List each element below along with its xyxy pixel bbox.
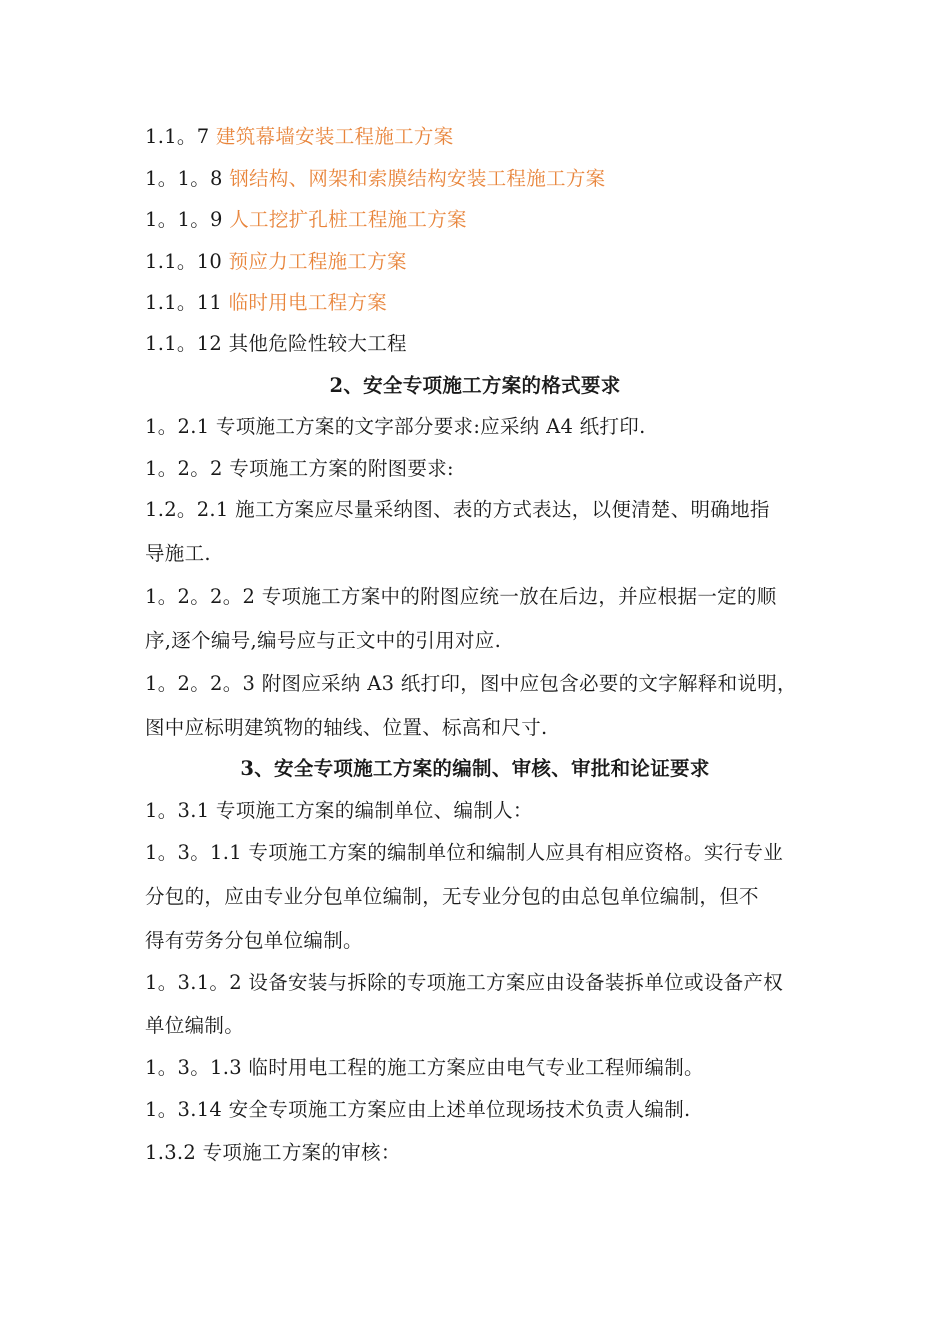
paragraph-line: 1。3.1 专项施工方案的编制单位、编制人： [145,799,533,822]
paragraph-line: 得有劳务分包单位编制。 [145,929,363,952]
paragraph-line: 图中应标明建筑物的轴线、位置、标高和尺寸. [145,716,548,739]
highlighted-title: 人工挖扩孔桩工程施工方案 [229,208,467,231]
section-heading: 3、安全专项施工方案的编制、审核、审批和论证要求 [240,757,710,780]
item-number: 1.1。7 [145,125,216,148]
paragraph-line: 1.2。2.1 施工方案应尽量采纳图、表的方式表达，以便清楚、明确地指 [145,498,770,521]
paragraph-line: 导施工. [145,542,211,565]
paragraph-line: 1。2.1 专项施工方案的文字部分要求:应采纳 A4 纸打印. [145,415,646,438]
list-item [145,290,387,316]
highlighted-title: 钢结构、网架和索膜结构安装工程施工方案 [229,167,606,190]
list-item [145,124,454,150]
paragraph-line: 1。2。2。3 附图应采纳 A3 纸打印，图中应包含必要的文字解释和说明， [145,672,797,695]
list-item: 1.1。12 其他危险性较大工程 [145,332,407,355]
paragraph-line: 1。2。2 专项施工方案的附图要求: [145,457,454,480]
item-number: 1。1。9 [145,208,230,231]
item-number: 1.1。11 [145,291,229,314]
paragraph-line: 1。3.14 安全专项施工方案应由上述单位现场技术负责人编制. [145,1098,691,1121]
item-number: 1。1。8 [145,167,230,190]
paragraph-line: 序,逐个编号,编号应与正文中的引用对应. [145,629,502,652]
highlighted-title: 建筑幕墙安装工程施工方案 [215,125,454,148]
list-item [145,207,467,233]
paragraph-line: 分包的，应由专业分包单位编制，无专业分包的由总包单位编制，但不 [145,885,759,908]
paragraph-line: 1.3.2 专项施工方案的审核： [145,1141,401,1164]
list-item [145,166,605,192]
highlighted-title: 预应力工程施工方案 [228,250,407,273]
paragraph-line: 1。3。1.3 临时用电工程的施工方案应由电气专业工程师编制。 [145,1056,704,1079]
list-item [145,249,407,275]
paragraph-line: 1。2。2。2 专项施工方案中的附图应统一放在后边，并应根据一定的顺 [145,585,777,608]
paragraph-line: 1。3。1.1 专项施工方案的编制单位和编制人应具有相应资格。实行专业 [145,841,784,864]
section-heading: 2、安全专项施工方案的格式要求 [329,374,621,397]
item-number: 1.1。10 [145,250,229,273]
paragraph-line: 1。3.1。2 设备安装与拆除的专项施工方案应由设备装拆单位或设备产权 [145,971,784,994]
paragraph-line: 单位编制。 [145,1014,245,1037]
highlighted-title: 临时用电工程方案 [228,291,388,314]
